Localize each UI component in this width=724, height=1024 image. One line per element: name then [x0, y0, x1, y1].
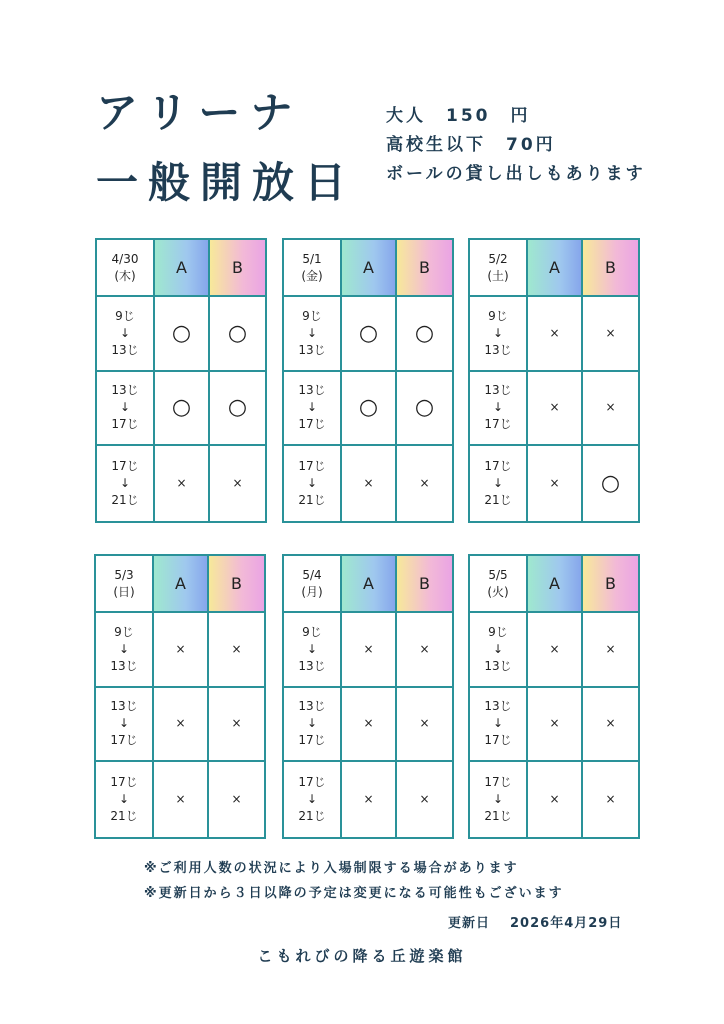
- schedule-table-day-3: [468, 238, 640, 523]
- time-slot-cell: [284, 688, 342, 763]
- updated-value: 2026年4月29日: [510, 916, 623, 931]
- availability-mark: ○: [155, 372, 210, 447]
- slot-start: 13じ: [298, 699, 326, 714]
- availability-mark: ×: [155, 446, 210, 521]
- slot-end: 13じ: [484, 342, 512, 357]
- slot-arrow: ↓: [306, 476, 318, 491]
- time-slot-cell: [470, 372, 528, 447]
- updated-date: [448, 912, 642, 931]
- slot-start: 17じ: [484, 775, 512, 790]
- availability-mark: ×: [209, 688, 264, 763]
- date-label: 5/5: [488, 567, 508, 582]
- title-line-1: アリーナ: [96, 88, 303, 137]
- availability-mark: ×: [397, 613, 452, 688]
- price-adult: 大人 150 円: [386, 106, 531, 126]
- facility-name: こもれびの降る丘遊楽館: [257, 947, 467, 965]
- date-cell: [470, 240, 528, 297]
- availability-mark: ×: [397, 688, 452, 763]
- availability-mark: ×: [528, 446, 583, 521]
- availability-mark: ×: [232, 476, 243, 491]
- slot-end: 21じ: [111, 493, 139, 508]
- time-slot-cell: [96, 688, 154, 763]
- slot-end: 13じ: [110, 658, 138, 673]
- slot-arrow: ↓: [119, 325, 131, 340]
- availability-mark: ×: [583, 613, 638, 688]
- slot-end: 17じ: [110, 733, 138, 748]
- availability-mark: ○: [600, 471, 621, 497]
- slot-end: 21じ: [110, 809, 138, 824]
- availability-mark: ×: [528, 613, 583, 688]
- slot-start: 9じ: [488, 624, 508, 639]
- date-label: 5/3: [114, 567, 134, 582]
- slot-end: 17じ: [484, 733, 512, 748]
- weekday-label: (木): [114, 268, 136, 283]
- updated-label: 更新日: [448, 916, 491, 931]
- time-slot-cell: [284, 613, 342, 688]
- slot-end: 13じ: [484, 658, 512, 673]
- schedule-table-day-2: [282, 238, 454, 523]
- date-label: 5/2: [488, 251, 508, 266]
- availability-mark: ×: [583, 688, 638, 763]
- time-slot-cell: [97, 297, 155, 372]
- slot-start: 17じ: [484, 459, 512, 474]
- column-a-header: A: [528, 240, 583, 297]
- date-cell: [284, 556, 342, 613]
- date-label: 5/4: [302, 567, 322, 582]
- availability-mark: ×: [342, 613, 397, 688]
- slot-end: 21じ: [298, 809, 326, 824]
- time-slot-cell: [96, 613, 154, 688]
- time-slot-cell: [284, 762, 342, 837]
- time-slot-cell: [97, 446, 155, 521]
- time-slot-cell: [470, 688, 528, 763]
- availability-mark: ○: [397, 372, 452, 447]
- page-title: [96, 78, 356, 218]
- slot-arrow: ↓: [492, 641, 504, 656]
- column-b-header: B: [397, 240, 452, 297]
- slot-end: 17じ: [298, 417, 326, 432]
- availability-mark: ○: [397, 297, 452, 372]
- slot-end: 21じ: [484, 809, 512, 824]
- ball-rental-note: ボールの貸し出しもあります: [386, 164, 646, 184]
- slot-start: 17じ: [298, 459, 326, 474]
- schedule-table-day-1: [95, 238, 267, 523]
- weekday-label: (月): [301, 584, 323, 599]
- availability-mark: ×: [419, 476, 430, 491]
- date-label: 5/1: [302, 251, 322, 266]
- slot-start: 9じ: [115, 308, 135, 323]
- slot-arrow: ↓: [492, 400, 504, 415]
- note-line-1: ※ご利用人数の状況により入場制限する場合があります: [144, 861, 519, 876]
- availability-mark: ×: [528, 297, 583, 372]
- slot-arrow: ↓: [492, 716, 504, 731]
- availability-mark: ○: [210, 297, 265, 372]
- column-b-header: B: [583, 240, 638, 297]
- availability-mark: ×: [154, 762, 209, 837]
- slot-start: 17じ: [110, 775, 138, 790]
- slot-end: 17じ: [111, 417, 139, 432]
- slot-arrow: ↓: [492, 476, 504, 491]
- time-slot-cell: [470, 613, 528, 688]
- time-slot-cell: [97, 372, 155, 447]
- date-cell: [96, 556, 154, 613]
- title-line-2: 一般開放日: [96, 158, 357, 207]
- slot-start: 17じ: [111, 459, 139, 474]
- slot-start: 13じ: [298, 383, 326, 398]
- slot-arrow: ↓: [119, 476, 131, 491]
- availability-mark: ×: [154, 688, 209, 763]
- slot-arrow: ↓: [118, 792, 130, 807]
- availability-mark: ×: [528, 762, 583, 837]
- price-student: 高校生以下 70円: [386, 135, 556, 155]
- column-a-header: A: [342, 556, 397, 613]
- time-slot-cell: [470, 297, 528, 372]
- price-info: [386, 102, 646, 189]
- slot-arrow: ↓: [306, 325, 318, 340]
- availability-mark: ×: [342, 446, 397, 521]
- date-label: 4/30: [111, 251, 139, 266]
- time-slot-cell: [96, 762, 154, 837]
- slot-arrow: ↓: [119, 400, 131, 415]
- slot-end: 17じ: [298, 733, 326, 748]
- weekday-label: (火): [487, 584, 509, 599]
- column-a-header: A: [154, 556, 209, 613]
- time-slot-cell: [470, 446, 528, 521]
- slot-start: 17じ: [298, 775, 326, 790]
- availability-mark: ×: [231, 792, 242, 807]
- slot-start: 9じ: [488, 308, 508, 323]
- availability-mark: ×: [419, 792, 430, 807]
- slot-end: 21じ: [484, 493, 512, 508]
- weekday-label: (金): [301, 268, 323, 283]
- date-cell: [470, 556, 528, 613]
- slot-end: 13じ: [298, 658, 326, 673]
- slot-start: 13じ: [111, 383, 139, 398]
- slot-arrow: ↓: [492, 792, 504, 807]
- date-cell: [284, 240, 342, 297]
- slot-arrow: ↓: [306, 400, 318, 415]
- slot-start: 9じ: [302, 308, 322, 323]
- slot-arrow: ↓: [118, 641, 130, 656]
- availability-mark: ×: [605, 792, 616, 807]
- schedule-table-day-5: [282, 554, 454, 839]
- slot-end: 13じ: [111, 342, 139, 357]
- time-slot-cell: [284, 372, 342, 447]
- notes: [144, 856, 564, 906]
- schedule-table-day-4: [94, 554, 266, 839]
- slot-arrow: ↓: [492, 325, 504, 340]
- weekday-label: (土): [487, 268, 509, 283]
- note-line-2: ※更新日から３日以降の予定は変更になる可能性もございます: [144, 886, 564, 901]
- column-b-header: B: [397, 556, 452, 613]
- slot-arrow: ↓: [306, 716, 318, 731]
- availability-mark: ×: [528, 372, 583, 447]
- column-a-header: A: [528, 556, 583, 613]
- slot-start: 9じ: [302, 624, 322, 639]
- availability-mark: ×: [528, 688, 583, 763]
- slot-end: 21じ: [298, 493, 326, 508]
- column-a-header: A: [342, 240, 397, 297]
- slot-start: 13じ: [484, 383, 512, 398]
- availability-mark: ○: [342, 297, 397, 372]
- slot-start: 13じ: [110, 699, 138, 714]
- column-b-header: B: [583, 556, 638, 613]
- slot-arrow: ↓: [306, 641, 318, 656]
- column-a-header: A: [155, 240, 210, 297]
- availability-mark: ×: [209, 613, 264, 688]
- slot-end: 13じ: [298, 342, 326, 357]
- slot-start: 13じ: [484, 699, 512, 714]
- availability-mark: ×: [342, 688, 397, 763]
- schedule-table-day-6: [468, 554, 640, 839]
- time-slot-cell: [284, 297, 342, 372]
- availability-mark: ×: [342, 762, 397, 837]
- slot-arrow: ↓: [118, 716, 130, 731]
- availability-mark: ○: [210, 372, 265, 447]
- availability-mark: ×: [583, 297, 638, 372]
- date-cell: [97, 240, 155, 297]
- availability-mark: ○: [155, 297, 210, 372]
- column-b-header: B: [209, 556, 264, 613]
- time-slot-cell: [470, 762, 528, 837]
- slot-arrow: ↓: [306, 792, 318, 807]
- slot-start: 9じ: [114, 624, 134, 639]
- column-b-header: B: [210, 240, 265, 297]
- availability-mark: ×: [583, 372, 638, 447]
- time-slot-cell: [284, 446, 342, 521]
- weekday-label: (日): [113, 584, 135, 599]
- slot-end: 17じ: [484, 417, 512, 432]
- availability-mark: ×: [154, 613, 209, 688]
- availability-mark: ○: [342, 372, 397, 447]
